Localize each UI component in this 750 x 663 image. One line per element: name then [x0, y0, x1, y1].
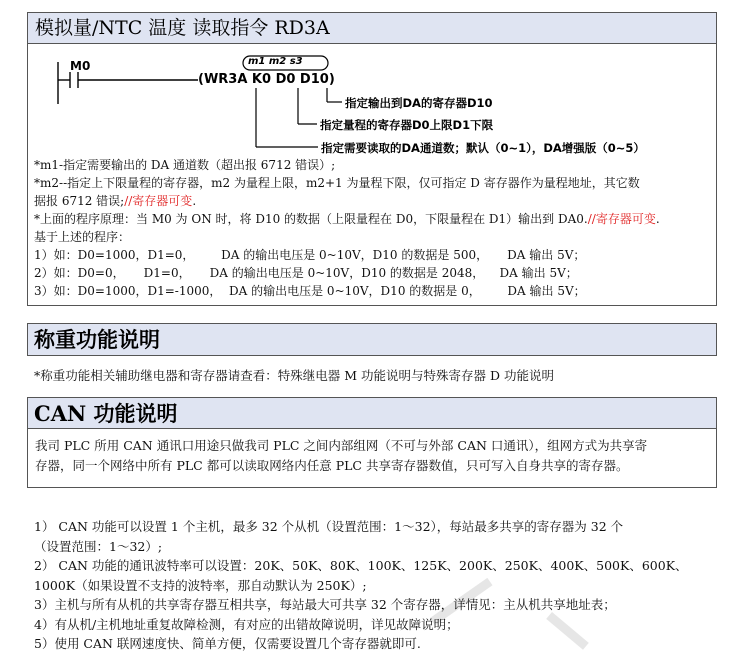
annotation-output-register: 指定输出到DA的寄存器D10 [345, 96, 493, 110]
note-line: *m2--指定上下限量程的寄存器，m2 为量程上限，m2+1 为量程下限，仅可指定 D 寄存器作为量程地址，其它数 [34, 176, 640, 190]
list-item: 3）主机与所有从机的共享寄存器互相共享，每站最大可共享 32 个寄存器，详情见：主从机共享地址表； [34, 597, 616, 612]
annotation-range-register: 指定量程的寄存器D0上限D1下限 [320, 118, 494, 132]
analog-instruction-panel [27, 12, 717, 306]
note-line: *上面的程序原理：当 M0 为 ON 时，将 D10 的数据（上限量程在 D0，下限量程在 D1）输出到 DA0.//寄存器可变. [34, 212, 660, 226]
panel-title: 模拟量/NTC 温度 读取指令 RD3A [35, 17, 330, 39]
example-line: 1）如：D0=1000，D1=0， DA 的输出电压是 0~10V，D10 的数据是 500， DA 输出 5V； [34, 248, 586, 262]
annotation-channel-count: 指定需要读取的DA通道数；默认（0~1），DA增强版（0~5） [321, 141, 645, 155]
analog-notes [34, 156, 714, 300]
register-variable-note: //寄存器可变 [124, 194, 193, 208]
panel-header [28, 13, 716, 44]
note-line: 据报 6712 错误;//寄存器可变. [34, 194, 197, 208]
section-title: CAN 功能说明 [34, 401, 178, 426]
paragraph-line: 我司 PLC 所用 CAN 通讯口用途只做我司 PLC 之间内部组网（不可与外部 CAN 口通讯），组网方式为共享寄 [35, 438, 648, 453]
can-description [35, 436, 711, 476]
can-section-panel [27, 397, 717, 488]
example-line: 2）如：D0=0， D1=0， DA 的输出电压是 0~10V，D10 的数据是 2048， DA 输出 5V； [34, 266, 578, 280]
note-line: 基于上述的程序： [34, 230, 131, 244]
section-header [28, 398, 716, 429]
list-item: 1） CAN 功能可以设置 1 个主机，最多 32 个从机（设置范围：1～32），每站最多共享的寄存器为 32 个 [34, 519, 624, 534]
note-line: *m1-指定需要输出的 DA 通道数（超出报 6712 错误）; [34, 158, 336, 172]
section-header [28, 324, 716, 355]
list-item: 1000K（如果设置不支持的波特率，那自动默认为 250K）; [34, 577, 367, 593]
register-variable-note: //寄存器可变 [587, 212, 656, 226]
list-item: 4）有从机/主机地址重复故障检测，有对应的出错故障说明，详见故障说明； [34, 616, 459, 632]
weighing-section-header [27, 323, 717, 356]
example-line: 3）如：D0=1000，D1=-1000， DA 的输出电压是 0~10V，D10 的数据是 0， DA 输出 5V； [34, 284, 586, 298]
params-label: m1 m2 s3 [248, 56, 303, 67]
list-item: （设置范围：1～32）; [34, 538, 163, 554]
contact-label: M0 [70, 59, 91, 73]
list-item: 5）使用 CAN 联网速度快、简单方便，仅需要设置几个寄存器就即可. [34, 636, 421, 651]
list-item: 2） CAN 功能的通讯波特率可以设置：20K、50K、80K、100K、125K、200K、250K、400K、500K、600K、 [34, 558, 688, 573]
paragraph-line: 存器，同一个网络中所有 PLC 都可以读取网络内任意 PLC 共享寄存器数值，只可写入自身共享的寄存器。 [35, 458, 629, 473]
instruction-text: (WR3A K0 D0 D10) [198, 72, 335, 87]
weighing-note: *称重功能相关辅助继电器和寄存器请查看：特殊继电器 M 功能说明与特殊寄存器 D 功能说明 [34, 368, 554, 383]
ladder-diagram [28, 44, 716, 164]
section-title: 称重功能说明 [34, 327, 160, 352]
can-feature-list [34, 517, 714, 654]
